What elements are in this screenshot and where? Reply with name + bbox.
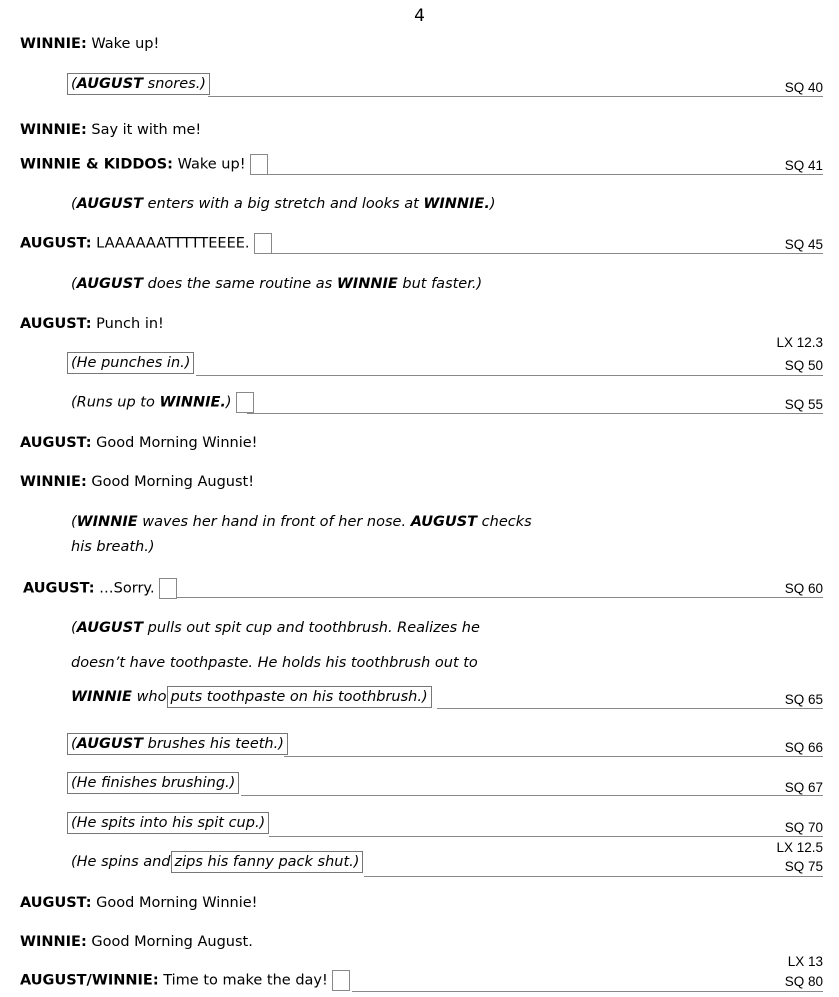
dialogue-line <box>20 893 257 913</box>
cue-box: zips his fanny pack shut.) <box>171 851 364 873</box>
cue-box <box>332 970 350 991</box>
dialogue-line <box>20 472 254 492</box>
sound-cue: SQ 66 <box>784 740 823 755</box>
sound-cue: SQ 80 <box>784 974 823 989</box>
dialogue-line <box>20 34 159 54</box>
cue-rule <box>196 375 823 376</box>
stage-direction <box>67 73 210 95</box>
lighting-cue: LX 12.3 <box>776 335 823 350</box>
cue-box: (AUGUST brushes his teeth.) <box>67 733 288 755</box>
dialogue-text: Good Morning Winnie! <box>91 435 258 451</box>
dialogue-text: …Sorry. <box>94 580 155 597</box>
sound-cue: SQ 55 <box>784 397 823 412</box>
stage-direction: (AUGUST pulls out spit cup and toothbrush. Realizes he <box>71 620 480 636</box>
speaker-name: WINNIE: <box>20 122 87 138</box>
cue-rule <box>176 597 823 598</box>
character-name: AUGUST <box>76 736 144 752</box>
lighting-cue: LX 13 <box>787 954 823 969</box>
stage-direction-continued: doesn’t have toothpaste. He holds his toothbrush out to <box>71 655 478 671</box>
speaker-name: WINNIE: <box>20 934 87 950</box>
sound-cue: SQ 41 <box>784 158 823 173</box>
cue-rule <box>247 413 823 414</box>
cue-rule <box>269 836 823 837</box>
cue-rule <box>208 96 823 97</box>
dialogue-line <box>23 578 177 599</box>
stage-direction: (WINNIE waves her hand in front of her nose. AUGUST checks <box>71 514 532 530</box>
speaker-name: WINNIE: <box>20 36 87 52</box>
dialogue-text: Time to make the day! <box>158 972 328 989</box>
stage-direction-continued: his breath.) <box>71 539 155 555</box>
lighting-cue: LX 12.5 <box>776 840 823 855</box>
dialogue-line <box>20 970 350 991</box>
dialogue-text: Say it with me! <box>86 122 202 138</box>
character-name: WINNIE <box>336 276 398 292</box>
dialogue-text: Good Morning August. <box>86 934 253 950</box>
cue-rule <box>241 795 823 796</box>
stage-direction <box>67 733 288 755</box>
cue-rule <box>352 991 823 992</box>
character-name: WINNIE. <box>423 196 490 212</box>
dialogue-line <box>20 932 253 952</box>
speaker-name: AUGUST: <box>20 316 92 332</box>
stage-direction <box>67 352 194 374</box>
character-name: AUGUST <box>76 76 144 92</box>
dialogue-line <box>20 233 272 254</box>
speaker-name: AUGUST: <box>20 895 92 911</box>
cue-box <box>159 578 177 599</box>
dialogue-text: Wake up! <box>86 36 160 52</box>
speaker-name: WINNIE & KIDDOS: <box>20 156 173 173</box>
dialogue-text: Wake up! <box>172 156 246 173</box>
speaker-name: AUGUST: <box>23 580 95 597</box>
sound-cue: SQ 40 <box>784 80 823 95</box>
cue-box <box>250 154 268 175</box>
character-name: WINNIE. <box>159 394 226 411</box>
sound-cue: SQ 75 <box>784 859 823 874</box>
sound-cue: SQ 50 <box>784 358 823 373</box>
dialogue-line <box>20 154 268 175</box>
cue-box <box>236 392 254 413</box>
dialogue-line <box>20 314 164 334</box>
cue-box: (He spits into his spit cup.) <box>67 812 269 834</box>
character-name: AUGUST <box>76 276 144 292</box>
sound-cue: SQ 65 <box>784 692 823 707</box>
sound-cue: SQ 67 <box>784 780 823 795</box>
character-name: WINNIE <box>76 514 138 530</box>
cue-rule <box>263 174 823 175</box>
cue-box: (He finishes brushing.) <box>67 772 239 794</box>
speaker-name: WINNIE: <box>20 474 87 490</box>
page-number: 4 <box>414 6 425 26</box>
character-name: WINNIE <box>71 689 132 705</box>
speaker-name: AUGUST: <box>20 235 92 252</box>
speaker-name: AUGUST/WINNIE: <box>20 972 159 989</box>
cue-rule <box>284 756 823 757</box>
character-name: AUGUST <box>76 620 144 636</box>
dialogue-line <box>20 433 257 453</box>
cue-box: puts toothpaste on his toothbrush.) <box>167 686 432 708</box>
cue-rule <box>270 253 823 254</box>
sound-cue: SQ 70 <box>784 820 823 835</box>
cue-rule <box>437 708 823 709</box>
dialogue-line <box>20 120 201 140</box>
dialogue-text: Good Morning August! <box>86 474 255 490</box>
stage-direction <box>67 812 269 834</box>
stage-direction: (AUGUST does the same routine as WINNIE but faster.) <box>71 276 483 292</box>
stage-direction: (Runs up to WINNIE.) <box>71 392 254 413</box>
cue-rule <box>364 876 823 877</box>
character-name: AUGUST <box>76 196 144 212</box>
sound-cue: SQ 60 <box>784 581 823 596</box>
stage-direction-continued: WINNIE who puts toothpaste on his toothbrush.) <box>71 686 432 708</box>
stage-direction: (He spins and zips his fanny pack shut.) <box>71 851 363 873</box>
cue-box: (AUGUST snores.) <box>67 73 210 95</box>
cue-box: (He punches in.) <box>67 352 194 374</box>
stage-direction <box>67 772 239 794</box>
character-name: AUGUST <box>410 514 478 530</box>
cue-box <box>254 233 272 254</box>
dialogue-text: LAAAAAATTTTTEEEE. <box>91 235 250 252</box>
stage-direction: (AUGUST enters with a big stretch and looks at WINNIE.) <box>71 196 496 212</box>
sound-cue: SQ 45 <box>784 237 823 252</box>
speaker-name: AUGUST: <box>20 435 92 451</box>
dialogue-text: Good Morning Winnie! <box>91 895 258 911</box>
dialogue-text: Punch in! <box>91 316 164 332</box>
